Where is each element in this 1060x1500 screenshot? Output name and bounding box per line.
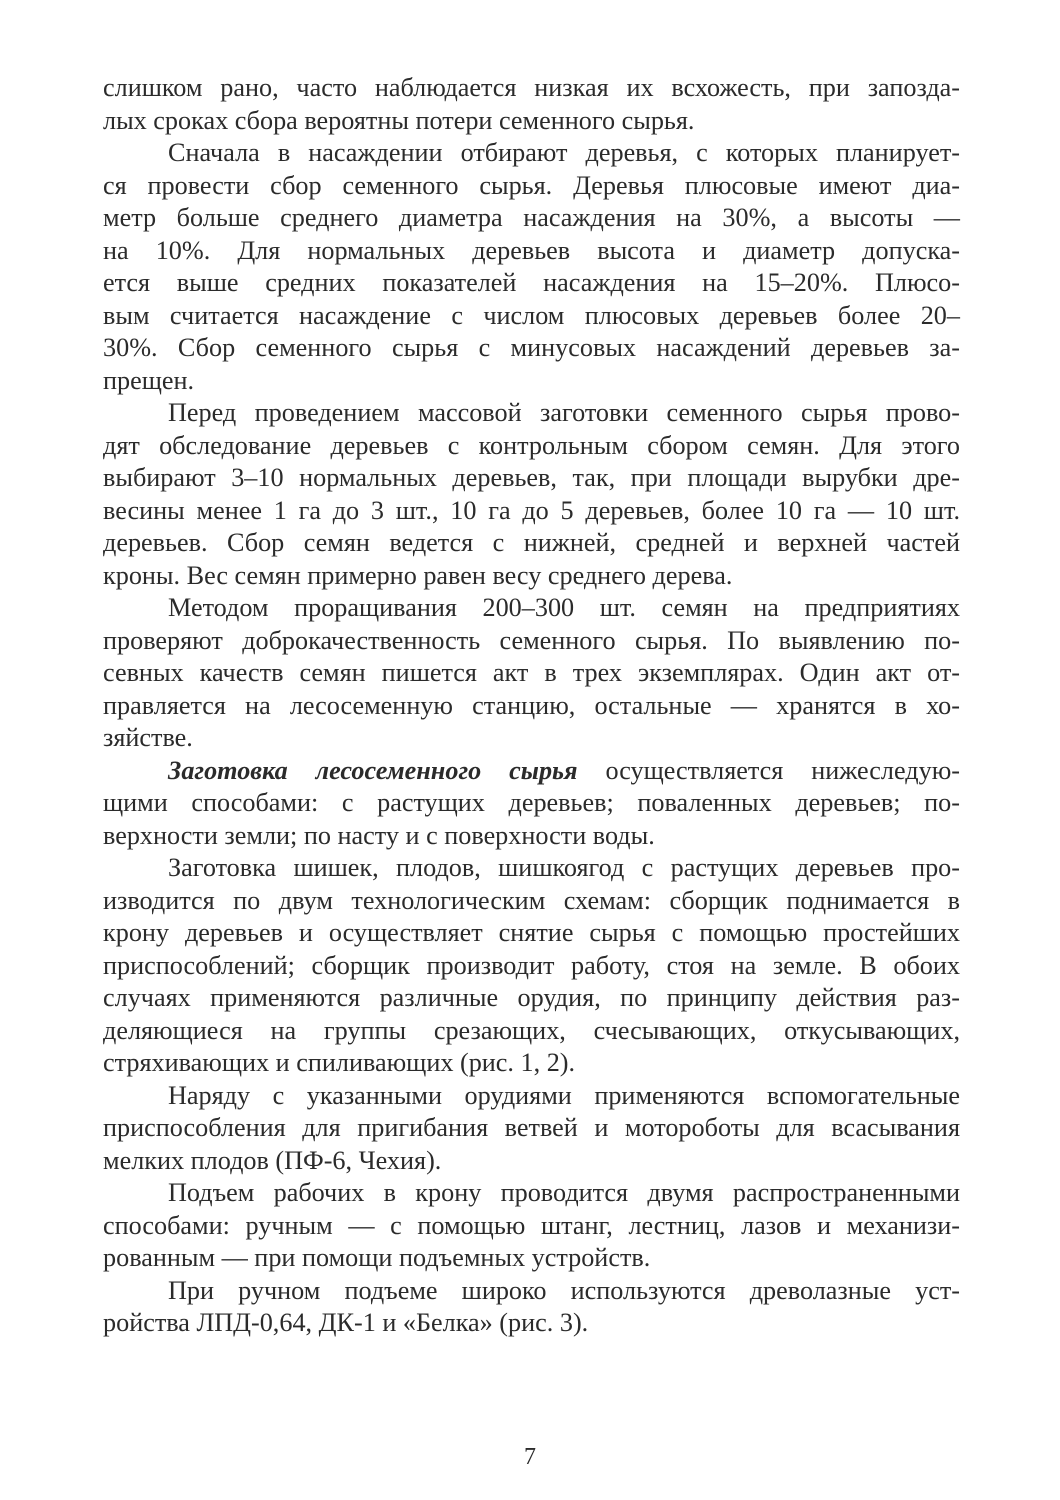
text-line: щими способами: с растущих деревьев; поваленных деревьев; по- <box>103 788 960 817</box>
text-line: правляется на лесосеменную станцию, остальные — хранятся в хо- <box>103 690 960 720</box>
text-line: слишком рано, часто наблюдается низкая их всхожесть, при запозда- <box>103 73 960 102</box>
emphasized-term: Заготовка лесосеменного сырья <box>168 755 578 785</box>
text-line: ется выше средних показателей насаждения на 15–20%. Плюсо- <box>103 268 960 297</box>
paragraph-first-line: Заготовка шишек, плодов, шишкоягод с растущих деревьев про- <box>168 853 960 882</box>
text-line: верхности земли; по насту и с поверхности воды. <box>103 820 655 850</box>
text-line: кроны. Вес семян примерно равен весу среднего дерева. <box>103 560 733 590</box>
text-line: прещен. <box>103 365 195 395</box>
paragraph-first-line: Подъем рабочих в крону проводится двумя распространенными <box>168 1178 960 1207</box>
paragraph-first-line: Методом проращивания 200–300 шт. семян на предприятиях <box>168 593 960 622</box>
text-line: выбирают 3–10 нормальных деревьев, так, при площади вырубки дре- <box>103 463 960 492</box>
text-line: дят обследование деревьев с контрольным сбором семян. Для этого <box>103 430 960 460</box>
text-line: стряхивающих и спиливающих (рис. 1, 2). <box>103 1048 576 1077</box>
text-line: метр больше среднего диаметра насаждения на 30%, а высоты — <box>103 203 960 232</box>
text-fragment: осуществляется нижеследую- <box>577 755 960 785</box>
text-line: на 10%. Для нормальных деревьев высота и диаметр допуска- <box>103 235 960 265</box>
page-number: 7 <box>524 1444 536 1470</box>
text-line: деревьев. Сбор семян ведется с нижней, средней и верхней частей <box>103 528 960 557</box>
paragraph-first-line <box>103 755 960 788</box>
text-line: рованным — при помощи подъемных устройств. <box>103 1243 651 1272</box>
text-line: крону деревьев и осуществляет снятие сырья с помощью простейших <box>103 918 960 947</box>
text-line: проверяют доброкачественность семенного сырья. По выявлению по- <box>103 625 960 655</box>
text-line: ся провести сбор семенного сырья. Деревья плюсовые имеют диа- <box>103 170 960 200</box>
text-line: способами: ручным — с помощью штанг, лестниц, лазов и механизи- <box>103 1210 960 1240</box>
text-line: мелких плодов (ПФ-6, Чехия). <box>103 1145 442 1175</box>
text-line: приспособления для пригибания ветвей и мотороботы для всасывания <box>103 1113 960 1142</box>
text-line: севных качеств семян пишется акт в трех экземплярах. Один акт от- <box>103 658 960 687</box>
text-line: лых сроках сбора вероятны потери семенного сырья. <box>103 105 695 135</box>
text-line: деляющиеся на группы срезающих, счесывающих, откусывающих, <box>103 1015 960 1045</box>
paragraph-first-line: Перед проведением массовой заготовки семенного сырья прово- <box>168 398 960 427</box>
page-body <box>103 72 960 1340</box>
text-line: приспособлений; сборщик производит работу, стоя на земле. В обоих <box>103 950 960 980</box>
text-line: вым считается насаждение с числом плюсовых деревьев более 20– <box>103 300 960 330</box>
text-line: 30%. Сбор семенного сырья с минусовых насаждений деревьев за- <box>103 333 960 362</box>
text-line: ройства ЛПД-0,64, ДК-1 и «Белка» (рис. 3). <box>103 1308 589 1337</box>
paragraph-first-line: Сначала в насаждении отбирают деревья, с которых планирует- <box>168 138 960 167</box>
text-line: весины менее 1 га до 3 шт., 10 га до 5 деревьев, более 10 га — 10 шт. <box>103 495 960 525</box>
paragraph-first-line: Наряду с указанными орудиями применяются вспомогательные <box>168 1080 960 1110</box>
text-line: случаях применяются различные орудия, по принципу действия раз- <box>103 983 960 1012</box>
paragraph-first-line: При ручном подъеме широко используются древолазные уст- <box>168 1275 960 1305</box>
text-line: зяйстве. <box>103 723 193 752</box>
text-line: изводится по двум технологическим схемам: сборщик поднимается в <box>103 885 960 915</box>
